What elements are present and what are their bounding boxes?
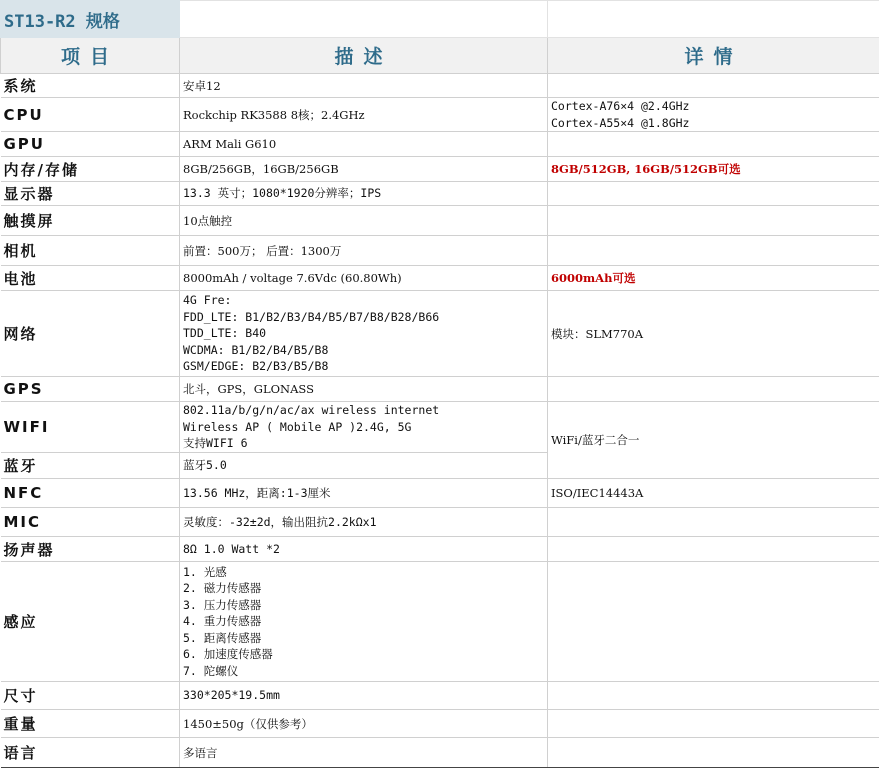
row-desc: 1. 光感 2. 磁力传感器 3. 压力传感器 4. 重力传感器 5. 距离传感器 6. 加速度传感器 7. 陀螺仪 <box>180 562 548 682</box>
header-detail: 详情 <box>548 38 879 74</box>
row-label: 系统 <box>1 74 180 98</box>
table-row <box>1 132 879 157</box>
row-label: MIC <box>1 508 180 537</box>
row-label: 网络 <box>1 291 180 377</box>
table-row <box>1 266 879 291</box>
row-desc: 安卓12 <box>180 74 548 98</box>
row-label: 相机 <box>1 236 180 266</box>
row-label: GPS <box>1 377 180 402</box>
row-desc: 8GB/256GB，16GB/256GB <box>180 157 548 182</box>
row-label: 内存/存储 <box>1 157 180 182</box>
row-detail <box>548 206 879 236</box>
table-row <box>1 377 879 402</box>
row-detail <box>548 132 879 157</box>
row-label: 扬声器 <box>1 537 180 562</box>
row-label: CPU <box>1 98 180 132</box>
row-detail: 8GB/512GB, 16GB/512GB可选 <box>548 157 879 182</box>
row-desc: 802.11a/b/g/n/ac/ax wireless internet Wireless AP ( Mobile AP )2.4G, 5G 支持WIFI 6 <box>180 402 548 453</box>
row-detail: WiFi/蓝牙二合一 <box>548 402 879 479</box>
row-desc: 330*205*19.5mm <box>180 682 548 710</box>
row-desc: 蓝牙5.0 <box>180 453 548 479</box>
row-desc: 灵敏度：-32±2d，输出阻抗2.2kΩx1 <box>180 508 548 537</box>
row-detail <box>548 682 879 710</box>
table-row <box>1 182 879 206</box>
table-row <box>1 508 879 537</box>
row-detail <box>548 562 879 682</box>
row-desc: 13.56 MHz，距离:1-3厘米 <box>180 479 548 508</box>
row-detail: 6000mAh可选 <box>548 266 879 291</box>
row-desc: 多语言 <box>180 738 548 768</box>
header-row <box>1 38 879 74</box>
row-label: 语言 <box>1 738 180 768</box>
row-detail <box>548 537 879 562</box>
row-detail: 模块：SLM770A <box>548 291 879 377</box>
row-detail <box>548 182 879 206</box>
blank-cell <box>180 1 548 38</box>
table-row <box>1 157 879 182</box>
table-row <box>1 710 879 738</box>
row-detail <box>548 710 879 738</box>
row-detail <box>548 508 879 537</box>
table-row <box>1 98 879 132</box>
row-label: 显示器 <box>1 182 180 206</box>
row-label: WIFI <box>1 402 180 453</box>
row-detail: ISO/IEC14443A <box>548 479 879 508</box>
table-row <box>1 74 879 98</box>
table-row <box>1 236 879 266</box>
row-label: 触摸屏 <box>1 206 180 236</box>
table-row <box>1 402 879 453</box>
table-row <box>1 738 879 768</box>
sheet-title: ST13-R2 规格 <box>1 1 180 38</box>
row-detail: Cortex-A76×4 @2.4GHz Cortex-A55×4 @1.8GHz <box>548 98 879 132</box>
table-row <box>1 206 879 236</box>
row-desc: 10点触控 <box>180 206 548 236</box>
row-desc: 8Ω 1.0 Watt *2 <box>180 537 548 562</box>
row-desc: 1450±50g（仅供参考） <box>180 710 548 738</box>
header-item: 项目 <box>1 38 180 74</box>
title-row <box>1 1 879 38</box>
row-label: 重量 <box>1 710 180 738</box>
table-row <box>1 291 879 377</box>
row-desc: 13.3 英寸；1080*1920分辨率；IPS <box>180 182 548 206</box>
row-detail <box>548 738 879 768</box>
table-row <box>1 537 879 562</box>
row-desc: 8000mAh / voltage 7.6Vdc (60.80Wh) <box>180 266 548 291</box>
row-label: 尺寸 <box>1 682 180 710</box>
header-desc: 描述 <box>180 38 548 74</box>
row-label: 电池 <box>1 266 180 291</box>
row-detail <box>548 236 879 266</box>
row-label: GPU <box>1 132 180 157</box>
row-label: 蓝牙 <box>1 453 180 479</box>
blank-cell <box>548 1 879 38</box>
row-desc: 4G Fre: FDD_LTE: B1/B2/B3/B4/B5/B7/B8/B28/B66 TDD_LTE: B40 WCDMA: B1/B2/B4/B5/B8 GSM/EDGE: B2/B3/B5/B8 <box>180 291 548 377</box>
row-desc: ARM Mali G610 <box>180 132 548 157</box>
row-detail <box>548 377 879 402</box>
row-desc: 北斗，GPS，GLONASS <box>180 377 548 402</box>
row-desc: Rockchip RK3588 8核；2.4GHz <box>180 98 548 132</box>
table-row <box>1 562 879 682</box>
table-row <box>1 479 879 508</box>
row-label: 感应 <box>1 562 180 682</box>
table-row <box>1 682 879 710</box>
row-label: NFC <box>1 479 180 508</box>
row-detail <box>548 74 879 98</box>
row-desc: 前置：500万； 后置：1300万 <box>180 236 548 266</box>
